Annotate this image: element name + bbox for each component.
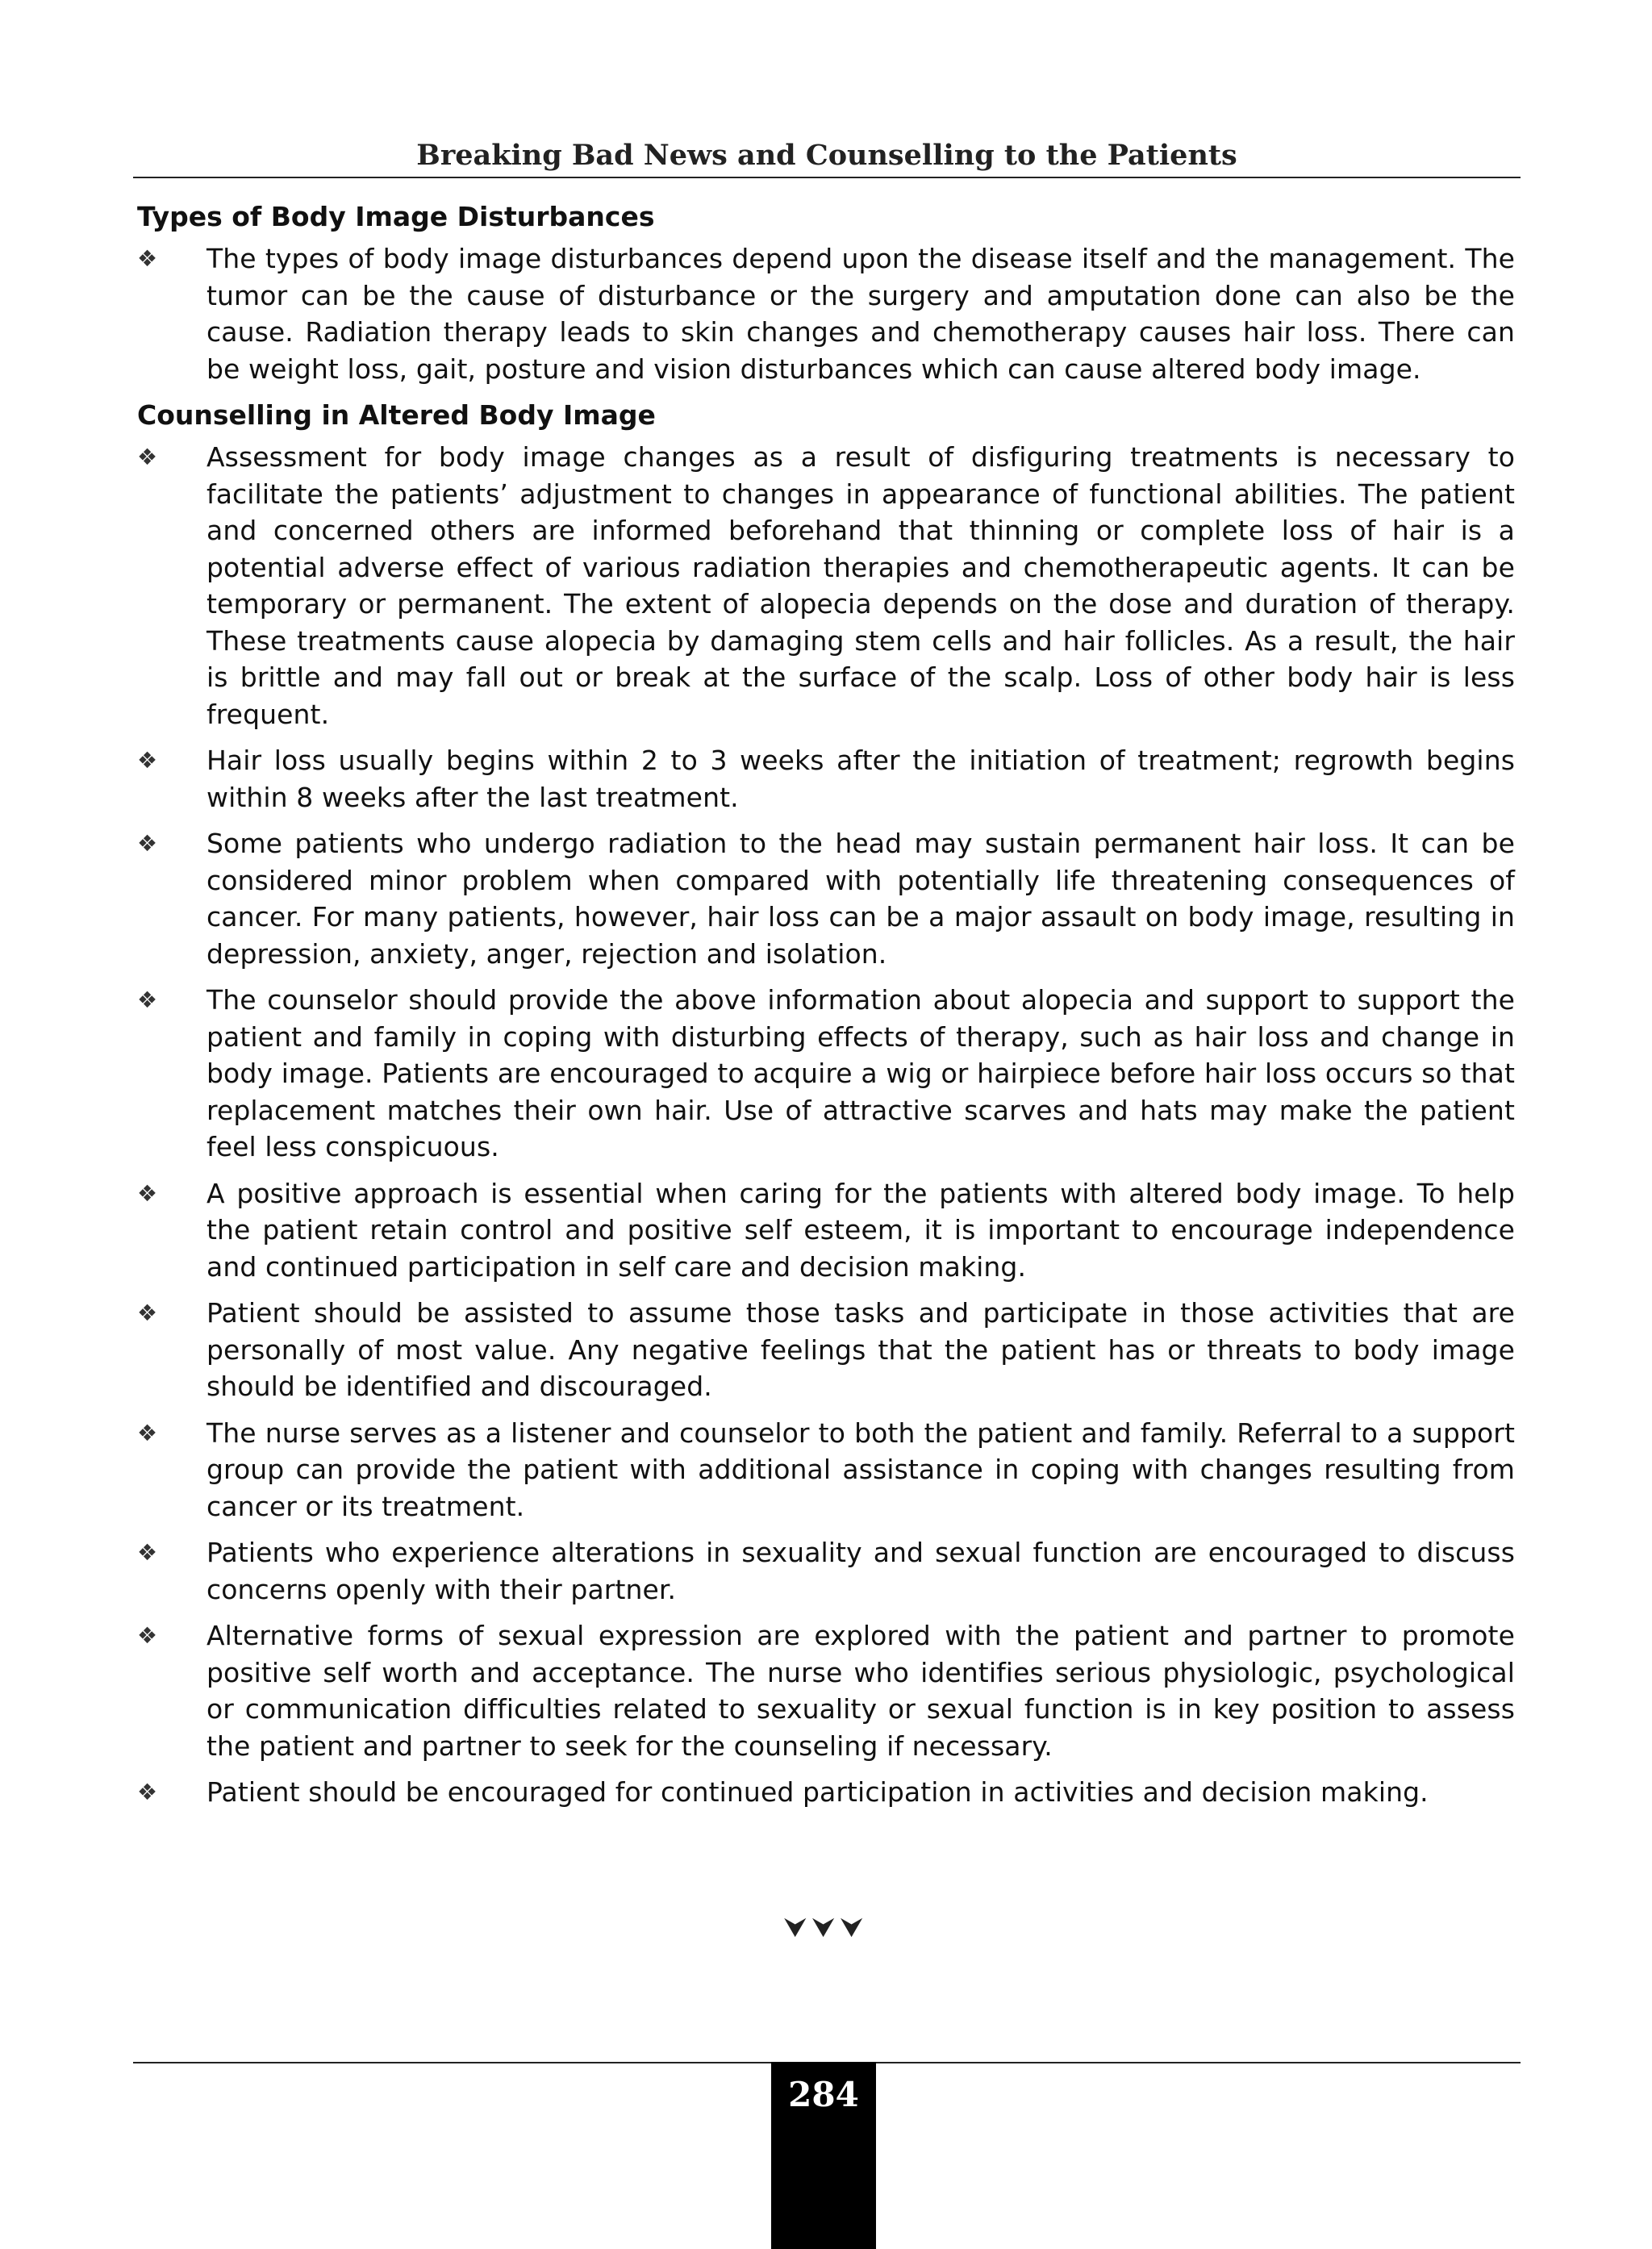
- bullet-text: Patient should be encouraged for continued participation in activities and decision making.: [206, 1776, 1429, 1808]
- bullet-item: [137, 240, 1515, 387]
- bullet-item: [137, 1175, 1515, 1286]
- diamond-bullet-icon: ❖: [137, 830, 158, 857]
- bullet-list-counselling: [137, 439, 1515, 1811]
- bullet-text: Patient should be assisted to assume those tasks and participate in those activities that are personally of most value. Any negative feelings that the patient has or threats to body image should be identified and discouraged.: [206, 1297, 1515, 1402]
- bullet-item: [137, 742, 1515, 816]
- diamond-bullet-icon: ❖: [137, 1779, 158, 1805]
- bullet-text: The nurse serves as a listener and counselor to both the patient and family. Referral to a support group can provide the patient with additional assistance in coping with changes resulting from cancer or its treatment.: [206, 1417, 1515, 1522]
- bullet-item: [137, 825, 1515, 972]
- diamond-bullet-icon: ❖: [137, 1300, 158, 1326]
- bullet-item: [137, 439, 1515, 732]
- diamond-bullet-icon: ❖: [137, 987, 158, 1013]
- bullet-item: [137, 1534, 1515, 1608]
- section-title-counselling: Counselling in Altered Body Image: [137, 399, 656, 431]
- page-number: 284: [788, 2075, 859, 2114]
- bullet-text: The counselor should provide the above information about alopecia and support to support the patient and family in coping with disturbing effects of therapy, such as hair loss and change in body image. Patients are encouraged to acquire a wig or hairpiece before hair loss occurs so that replacement matches their own hair. Use of attractive scarves and hats may make the patient feel less conspicuous.: [206, 984, 1515, 1162]
- bullet-text: Patients who experience alterations in sexuality and sexual function are encouraged to discuss concerns openly with their partner.: [206, 1537, 1515, 1605]
- running-header: Breaking Bad News and Counselling to the Patients: [416, 139, 1237, 172]
- diamond-bullet-icon: ❖: [137, 1419, 158, 1446]
- bullet-text: The types of body image disturbances depend upon the disease itself and the management. The tumor can be the cause of disturbance or the surgery and amputation done can also be the cause. Radiation therapy leads to skin changes and chemotherapy causes hair loss. There can be weight loss, gait, posture and vision disturbances which can cause altered body image.: [206, 243, 1515, 385]
- bullet-item: [137, 1295, 1515, 1405]
- bullet-item: [137, 1415, 1515, 1525]
- diamond-bullet-icon: ❖: [137, 747, 158, 774]
- diamond-bullet-icon: ❖: [137, 1622, 158, 1649]
- bullet-item: [137, 1774, 1515, 1811]
- page-body: [137, 198, 1515, 1821]
- bullet-item: [137, 982, 1515, 1166]
- bullet-text: Alternative forms of sexual expression are explored with the patient and partner to promote positive self worth and acceptance. The nurse who identifies serious physiologic, psychological or communication difficulties related to sexuality or sexual function is in key position to assess the patient and partner to seek for the counseling if necessary.: [206, 1620, 1515, 1762]
- bullet-text: Some patients who undergo radiation to the head may sustain permanent hair loss. It can be considered minor problem when compared with potentially life threatening consequences of cancer. For many patients, however, hair loss can be a major assault on body image, resulting in depression, anxiety, anger, rejection and isolation.: [206, 828, 1515, 970]
- diamond-bullet-icon: ❖: [137, 1539, 158, 1566]
- bullet-text: A positive approach is essential when caring for the patients with altered body image. To help the patient retain control and positive self esteem, it is important to encourage independence and continued participation in self care and decision making.: [206, 1177, 1515, 1283]
- section-title-types: Types of Body Image Disturbances: [137, 201, 655, 232]
- bullet-text: Hair loss usually begins within 2 to 3 weeks after the initiation of treatment; regrowth begins within 8 weeks after the last treatment.: [206, 745, 1515, 813]
- bullet-text: Assessment for body image changes as a result of disfiguring treatments is necessary to facilitate the patients’ adjustment to changes in appearance of functional abilities. The patient and concerned others are informed beforehand that thinning or complete loss of hair is a potential adverse effect of various radiation therapies and chemotherapeutic agents. It can be temporary or permanent. The extent of alopecia depends on the dose and duration of therapy. These treatments cause alopecia by damaging stem cells and hair follicles. As a result, the hair is brittle and may fall out or break at the surface of the scalp. Loss of other body hair is less frequent.: [206, 441, 1515, 730]
- bullet-list-types: [137, 240, 1515, 387]
- diamond-bullet-icon: ❖: [137, 444, 158, 470]
- header-rule: [133, 177, 1521, 178]
- page-number-box: [771, 2062, 876, 2249]
- bullet-item: [137, 1617, 1515, 1764]
- diamond-bullet-icon: ❖: [137, 245, 158, 272]
- diamond-bullet-icon: ❖: [137, 1179, 158, 1207]
- end-of-chapter-arrows-icon: ⮟⮟⮟: [783, 1912, 869, 1944]
